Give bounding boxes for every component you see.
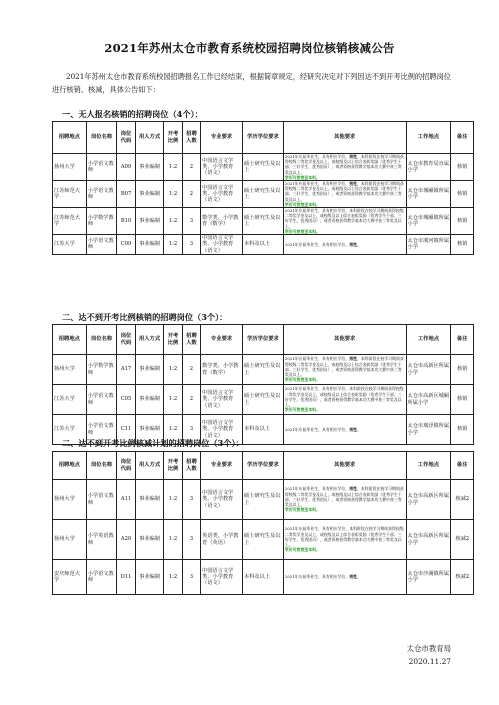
- requirement-note: 学历可放宽至本科。: [284, 228, 320, 234]
- cell-method: 事业编制: [135, 520, 164, 560]
- cell-edu: 硕士研究生及以上: [243, 520, 284, 560]
- cell-method: 事业编制: [135, 154, 164, 181]
- column-header: 岗位代码: [117, 122, 135, 154]
- table-header-row: [53, 122, 474, 154]
- cell-place: 太仓市教育局直属小学: [406, 154, 451, 181]
- column-header: 专业要求: [201, 452, 243, 480]
- requirement-text: 2021年应届毕业生，具有相应学位，男性，本科阶段在校学习期间获得校级二等奖学金及以上，或校级及以上综合表彰奖励（优秀学生干部、三好学生、优秀团员），或者资格获得教学基本功大赛中获三等奖及以上。: [284, 486, 404, 508]
- requirement-text: 2021年应届毕业生，具有相应学位，男性，本科阶段在校学习期间获得校级二等奖学金及以上，或校级及以上综合表彰奖励（优秀学生干部、三好学生、优秀团员），或者资格获得教学基本功大赛中获三等奖及以上。: [284, 154, 404, 175]
- cell-major: 中国语言文学类、小学教育（语文）: [201, 415, 243, 445]
- cell-code: A11: [117, 480, 135, 520]
- cell-remark: 核减2: [451, 560, 474, 595]
- cell-ratio: 1:2: [164, 181, 182, 208]
- column-header: 学历学位要求: [243, 122, 284, 154]
- cell-method: 事业编制: [135, 385, 164, 415]
- cell-method: 事业编制: [135, 355, 164, 385]
- cell-edu: 硕士研究生及以上: [243, 355, 284, 385]
- posts-table: [52, 324, 474, 445]
- cell-loc: 江苏大学: [53, 235, 87, 255]
- cell-major: 中国语言文学类、小学教育（语文）: [201, 154, 243, 181]
- table-row: [53, 154, 474, 181]
- cell-ratio: 1:2: [164, 520, 182, 560]
- table-row: [53, 181, 474, 208]
- cell-loc: 扬州大学: [53, 480, 87, 520]
- cell-ratio: 1:2: [164, 208, 182, 235]
- cell-remark: 核销: [451, 415, 474, 445]
- signature-date: 2020.11.27: [408, 657, 451, 666]
- cell-edu: 硕士研究生及以上: [243, 480, 284, 520]
- cell-code: B10: [117, 208, 135, 235]
- column-header: 备注: [451, 452, 474, 480]
- cell-req: [283, 154, 406, 181]
- cell-name: 小学语文教师: [86, 154, 117, 181]
- cell-code: C09: [117, 235, 135, 255]
- requirement-note: 学历可放宽至本科。: [284, 507, 320, 513]
- column-header: 用人方式: [135, 122, 164, 154]
- cell-edu: 本科及以上: [243, 560, 284, 595]
- column-header: 其他要求: [283, 452, 406, 480]
- cell-req: [283, 520, 406, 560]
- requirement-text: 2021年应届毕业生，具有相应学位，男性，本科阶段在校学习期间获得校级二等奖学金及以上，或校级及以上综合表彰奖励（优秀学生干部、三好学生、优秀团员），或者资格获得教学基本功大赛中获三等奖及以上。: [284, 356, 404, 378]
- column-header: 备注: [451, 325, 474, 355]
- cell-num: 3: [182, 480, 200, 520]
- cell-loc: 江苏大学: [53, 415, 87, 445]
- cell-place: 太仓市浏河镇所属小学: [406, 235, 451, 255]
- cell-name: 小学语文教师: [86, 181, 117, 208]
- cell-num: 2: [182, 385, 200, 415]
- column-header: 用人方式: [135, 325, 164, 355]
- column-header: 岗位名称: [86, 325, 117, 355]
- posts-table: [52, 121, 474, 255]
- cell-loc: 扬州大学: [53, 154, 87, 181]
- cell-edu: 硕士研究生及以上: [243, 208, 284, 235]
- cell-edu: 硕士研究生及以上: [243, 385, 284, 415]
- column-header: 招聘地点: [53, 452, 87, 480]
- column-header: 招聘地点: [53, 122, 87, 154]
- column-header: 岗位代码: [117, 452, 135, 480]
- cell-req: [283, 385, 406, 415]
- column-header: 开考比例: [164, 452, 182, 480]
- cell-ratio: 1:2: [164, 480, 182, 520]
- cell-place: 太仓市城厢镇所属小学: [406, 181, 451, 208]
- cell-num: 2: [182, 181, 200, 208]
- cell-place: 太仓市沙溪镇所属小学: [406, 560, 451, 595]
- cell-loc: 安庆师范大学: [53, 560, 87, 595]
- cell-num: 3: [182, 235, 200, 255]
- column-header: 工作地点: [406, 325, 451, 355]
- requirement-note: 学历可放宽至本科。: [284, 201, 320, 207]
- requirement-text: 2021年应届毕业生，具有相应学位，本科阶段在校学习期间获得校级二等奖学金及以上，或校级及以上综合表彰奖励（优秀学生干部、三好学生、优秀团员），或者资格获得教学基本功大赛中获三等奖及以上。: [284, 208, 404, 229]
- section-heading: 二、达不到开考比例核销的招聘岗位（3个）：: [62, 312, 228, 322]
- requirement-note: 学历可放宽至本科。: [284, 407, 320, 413]
- cell-ratio: 1:2: [164, 560, 182, 595]
- cell-edu: 本科及以上: [243, 235, 284, 255]
- cell-code: D11: [117, 560, 135, 595]
- column-header: 岗位名称: [86, 452, 117, 480]
- requirement-text: 2021年应届毕业生，具有相应学位，男性。: [284, 426, 361, 432]
- cell-remark: 核销: [451, 235, 474, 255]
- cell-name: 小学语文教师: [86, 385, 117, 415]
- cell-method: 事业编制: [135, 415, 164, 445]
- section-heading: 二、达不到开考比例核减计划的招聘岗位（3个）：: [62, 438, 244, 448]
- cell-ratio: 1:2: [164, 235, 182, 255]
- cell-major: 中国语言文学类、小学教育（语文）: [201, 181, 243, 208]
- cell-req: [283, 415, 406, 445]
- column-header: 工作地点: [406, 452, 451, 480]
- cell-major: 中国语言文学类、小学教育（语文）: [201, 385, 243, 415]
- table-row: [53, 235, 474, 255]
- cell-name: 小学语文教师: [86, 480, 117, 520]
- table-row: [53, 208, 474, 235]
- cell-code: A17: [117, 355, 135, 385]
- cell-remark: 核销: [451, 154, 474, 181]
- cell-major: 中国语言文学类、小学教育（语文）: [201, 235, 243, 255]
- cell-place: 太仓市城厢镇所属小学: [406, 208, 451, 235]
- column-header: 开考比例: [164, 122, 182, 154]
- cell-method: 事业编制: [135, 480, 164, 520]
- signature-org: 太仓市教育局: [406, 644, 451, 653]
- column-header: 学历学位要求: [243, 452, 284, 480]
- cell-name: 小学数学教师: [86, 208, 117, 235]
- cell-name: 小学语文教师: [86, 560, 117, 595]
- posts-table: [52, 451, 474, 595]
- cell-remark: 核减2: [451, 520, 474, 560]
- cell-req: [283, 181, 406, 208]
- cell-place: 太仓市璜泾镇所属小学: [406, 415, 451, 445]
- cell-ratio: 1:2: [164, 385, 182, 415]
- cell-remark: 核销: [451, 208, 474, 235]
- table-row: [53, 355, 474, 385]
- column-header: 岗位名称: [86, 122, 117, 154]
- cell-place: 太仓市高新区所属小学: [406, 480, 451, 520]
- cell-major: 中国语言文学类、小学教育（语文）: [201, 480, 243, 520]
- cell-edu: 硕士研究生及以上: [243, 181, 284, 208]
- cell-name: 小学语文教师: [86, 415, 117, 445]
- cell-loc: 扬州大学: [53, 355, 87, 385]
- cell-name: 小学语文教师: [86, 235, 117, 255]
- cell-code: C11: [117, 415, 135, 445]
- column-header: 学历学位要求: [243, 325, 284, 355]
- cell-loc: 江苏师范大学: [53, 181, 87, 208]
- requirement-text: 2021年应届毕业生，具有相应学位，男性。: [284, 574, 361, 580]
- cell-num: 3: [182, 520, 200, 560]
- cell-ratio: 1:2: [164, 355, 182, 385]
- column-header: 岗位代码: [117, 325, 135, 355]
- cell-name: 小学英语教师: [86, 520, 117, 560]
- cell-remark: 核销: [451, 355, 474, 385]
- column-header: 工作地点: [406, 122, 451, 154]
- cell-req: [283, 355, 406, 385]
- cell-code: A20: [117, 520, 135, 560]
- requirement-note: 学历可放宽至本科。: [284, 547, 320, 553]
- intro-paragraph: 2021年苏州太仓市教育系统校园招聘报名工作已经结束，根据简章规定，经研究决定对下列因达不到开考比例的招聘岗位进行核销、核减，具体公告如下：: [52, 72, 451, 94]
- cell-loc: 扬州大学: [53, 520, 87, 560]
- cell-loc: 江苏大学: [53, 385, 87, 415]
- cell-remark: 核销: [451, 385, 474, 415]
- cell-method: 事业编制: [135, 208, 164, 235]
- cell-major: 数学类、小学教育（数学）: [201, 355, 243, 385]
- requirement-note: 学历可放宽至本科。: [284, 377, 320, 383]
- page-title: 2021年苏州太仓市教育系统校园招聘岗位核销核减公告: [104, 41, 395, 55]
- cell-major: 英语类、小学教育（英语）: [201, 520, 243, 560]
- cell-req: [283, 480, 406, 520]
- column-header: 专业要求: [201, 122, 243, 154]
- column-header: 招聘人数: [182, 325, 200, 355]
- column-header: 用人方式: [135, 452, 164, 480]
- cell-num: 3: [182, 415, 200, 445]
- cell-edu: 本科及以上: [243, 415, 284, 445]
- cell-method: 事业编制: [135, 560, 164, 595]
- requirement-note: 学历可放宽至本科。: [284, 174, 320, 180]
- table-header-row: [53, 452, 474, 480]
- cell-num: 2: [182, 355, 200, 385]
- requirement-text: 2021年应届毕业生，具有相应学位，男性。: [284, 241, 361, 247]
- column-header: 其他要求: [283, 122, 406, 154]
- column-header: 其他要求: [283, 325, 406, 355]
- cell-place: 太仓市高新区城厢所属小学: [406, 385, 451, 415]
- cell-remark: 核销: [451, 181, 474, 208]
- cell-major: 数学类、小学教育（数学）: [201, 208, 243, 235]
- cell-method: 事业编制: [135, 235, 164, 255]
- column-header: 招聘地点: [53, 325, 87, 355]
- column-header: 招聘人数: [182, 122, 200, 154]
- cell-req: [283, 235, 406, 255]
- table-row: [53, 560, 474, 595]
- cell-num: 3: [182, 560, 200, 595]
- cell-code: B07: [117, 181, 135, 208]
- column-header: 开考比例: [164, 325, 182, 355]
- cell-ratio: 1:2: [164, 154, 182, 181]
- requirement-text: 2021年应届毕业生，具有相应学位，本科阶段在校学习期间获得校级二等奖学金及以上，或校级及以上综合表彰奖励（优秀学生干部、三好学生、优秀团员），或者资格获得教学基本功大赛中获三等奖及以上。: [284, 526, 404, 548]
- cell-method: 事业编制: [135, 181, 164, 208]
- cell-name: 小学数学教师: [86, 355, 117, 385]
- table-row: [53, 520, 474, 560]
- table-header-row: [53, 325, 474, 355]
- section-heading: 一、无人报名核销的招聘岗位（4个）：: [62, 109, 203, 119]
- cell-req: [283, 208, 406, 235]
- requirement-text: 2021年应届毕业生，具有相应学位，本科阶段在校学习期间获得校级二等奖学金及以上，或校级及以上综合表彰奖励（优秀学生干部、三好学生、优秀团员），或者资格获得教学基本功大赛中获三等奖及以上。: [284, 386, 404, 408]
- cell-num: 3: [182, 208, 200, 235]
- cell-ratio: 1:2: [164, 415, 182, 445]
- cell-num: 2: [182, 154, 200, 181]
- cell-place: 太仓市高新区所属小学: [406, 355, 451, 385]
- cell-edu: 硕士研究生及以上: [243, 154, 284, 181]
- table-row: [53, 385, 474, 415]
- column-header: 招聘人数: [182, 452, 200, 480]
- cell-req: [283, 560, 406, 595]
- cell-major: 中国语言文学类、小学教育（语文）: [201, 560, 243, 595]
- requirement-text: 2021年应届毕业生，具有相应学位，男性，本科阶段在校学习期间获得校级二等奖学金及以上，或校级及以上综合表彰奖励（优秀学生干部、三好学生、优秀团员），或者资格获得教学基本功大赛中获三等奖及以上。: [284, 181, 404, 202]
- cell-place: 太仓市高新区所属小学: [406, 520, 451, 560]
- cell-code: A09: [117, 154, 135, 181]
- column-header: 备注: [451, 122, 474, 154]
- cell-loc: 江苏师范大学: [53, 208, 87, 235]
- table-row: [53, 480, 474, 520]
- cell-code: C05: [117, 385, 135, 415]
- column-header: 专业要求: [201, 325, 243, 355]
- cell-remark: 核减2: [451, 480, 474, 520]
